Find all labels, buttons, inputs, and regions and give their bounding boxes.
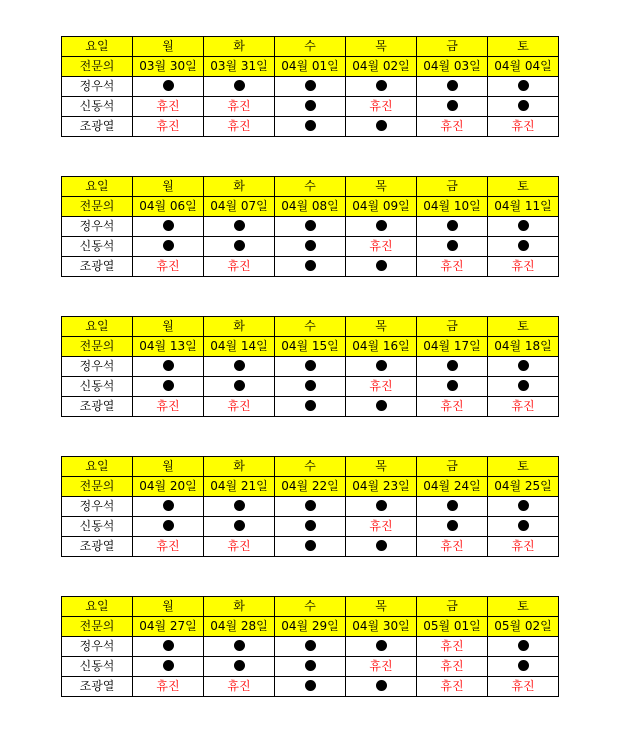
clinic-open-cell xyxy=(275,657,346,677)
date-cell: 04월 24일 xyxy=(417,477,488,497)
date-cell: 04월 14일 xyxy=(204,337,275,357)
weekday-cell: 목 xyxy=(346,317,417,337)
black-circle-icon xyxy=(376,220,387,231)
clinic-open-cell xyxy=(204,517,275,537)
black-circle-icon xyxy=(518,500,529,511)
doctor-name: 조광열 xyxy=(62,397,133,417)
date-cell: 04월 10일 xyxy=(417,197,488,217)
doctor-row xyxy=(62,397,559,417)
doctor-row xyxy=(62,217,559,237)
black-circle-icon xyxy=(305,240,316,251)
doctor-name: 정우석 xyxy=(62,637,133,657)
closed-cell: 휴진 xyxy=(417,397,488,417)
black-circle-icon xyxy=(376,640,387,651)
closed-cell: 휴진 xyxy=(133,257,204,277)
date-cell: 03월 30일 xyxy=(133,57,204,77)
date-cell: 04월 28일 xyxy=(204,617,275,637)
clinic-open-cell xyxy=(417,237,488,257)
date-cell: 04월 02일 xyxy=(346,57,417,77)
date-cell: 04월 21일 xyxy=(204,477,275,497)
black-circle-icon xyxy=(234,660,245,671)
black-circle-icon xyxy=(163,500,174,511)
closed-cell: 휴진 xyxy=(133,677,204,697)
black-circle-icon xyxy=(305,400,316,411)
closed-cell: 휴진 xyxy=(204,257,275,277)
weekday-row xyxy=(62,177,559,197)
weekday-cell: 목 xyxy=(346,457,417,477)
date-cell: 04월 11일 xyxy=(488,197,559,217)
clinic-open-cell xyxy=(133,357,204,377)
date-cell: 04월 07일 xyxy=(204,197,275,217)
closed-cell: 휴진 xyxy=(204,537,275,557)
closed-cell: 휴진 xyxy=(133,97,204,117)
clinic-open-cell xyxy=(346,537,417,557)
clinic-open-cell xyxy=(417,517,488,537)
weekday-cell: 토 xyxy=(488,177,559,197)
date-cell: 04월 13일 xyxy=(133,337,204,357)
doctor-row xyxy=(62,537,559,557)
clinic-open-cell xyxy=(417,97,488,117)
clinic-open-cell xyxy=(275,637,346,657)
weekday-cell: 수 xyxy=(275,457,346,477)
date-cell: 04월 06일 xyxy=(133,197,204,217)
date-cell: 05월 02일 xyxy=(488,617,559,637)
weekday-cell: 토 xyxy=(488,597,559,617)
week-schedule-table xyxy=(61,596,559,697)
black-circle-icon xyxy=(305,360,316,371)
clinic-open-cell xyxy=(346,357,417,377)
closed-cell: 휴진 xyxy=(417,637,488,657)
weekday-cell: 금 xyxy=(417,177,488,197)
black-circle-icon xyxy=(163,220,174,231)
black-circle-icon xyxy=(305,260,316,271)
doctor-name: 신동석 xyxy=(62,517,133,537)
black-circle-icon xyxy=(376,80,387,91)
clinic-open-cell xyxy=(275,357,346,377)
doctor-header-label: 전문의 xyxy=(62,197,133,217)
date-cell: 04월 04일 xyxy=(488,57,559,77)
clinic-open-cell xyxy=(204,237,275,257)
weekday-row xyxy=(62,597,559,617)
weekday-header-label: 요일 xyxy=(62,317,133,337)
weekday-cell: 금 xyxy=(417,317,488,337)
weekday-cell: 월 xyxy=(133,37,204,57)
date-cell: 04월 30일 xyxy=(346,617,417,637)
weekday-cell: 수 xyxy=(275,597,346,617)
clinic-open-cell xyxy=(488,377,559,397)
clinic-open-cell xyxy=(488,657,559,677)
doctor-name: 정우석 xyxy=(62,217,133,237)
date-cell: 04월 29일 xyxy=(275,617,346,637)
date-cell: 04월 03일 xyxy=(417,57,488,77)
weekday-cell: 수 xyxy=(275,37,346,57)
black-circle-icon xyxy=(305,660,316,671)
clinic-open-cell xyxy=(488,357,559,377)
date-cell: 04월 08일 xyxy=(275,197,346,217)
weekday-row xyxy=(62,317,559,337)
closed-cell: 휴진 xyxy=(488,677,559,697)
clinic-open-cell xyxy=(488,217,559,237)
week-schedule-table xyxy=(61,36,559,137)
black-circle-icon xyxy=(447,240,458,251)
black-circle-icon xyxy=(518,240,529,251)
black-circle-icon xyxy=(305,520,316,531)
weekday-cell: 목 xyxy=(346,597,417,617)
clinic-open-cell xyxy=(275,517,346,537)
weekday-cell: 화 xyxy=(204,37,275,57)
clinic-open-cell xyxy=(133,657,204,677)
weekday-cell: 금 xyxy=(417,37,488,57)
doctor-header-label: 전문의 xyxy=(62,57,133,77)
black-circle-icon xyxy=(376,360,387,371)
black-circle-icon xyxy=(234,520,245,531)
date-row xyxy=(62,337,559,357)
black-circle-icon xyxy=(234,220,245,231)
black-circle-icon xyxy=(234,240,245,251)
weekday-header-label: 요일 xyxy=(62,457,133,477)
date-cell: 04월 18일 xyxy=(488,337,559,357)
weekday-header-label: 요일 xyxy=(62,597,133,617)
clinic-open-cell xyxy=(275,537,346,557)
doctor-header-label: 전문의 xyxy=(62,617,133,637)
closed-cell: 휴진 xyxy=(133,397,204,417)
clinic-open-cell xyxy=(488,637,559,657)
black-circle-icon xyxy=(234,640,245,651)
clinic-open-cell xyxy=(275,77,346,97)
doctor-name: 조광열 xyxy=(62,117,133,137)
clinic-open-cell xyxy=(346,217,417,237)
black-circle-icon xyxy=(447,100,458,111)
weekday-cell: 목 xyxy=(346,37,417,57)
weekday-cell: 화 xyxy=(204,457,275,477)
black-circle-icon xyxy=(518,80,529,91)
black-circle-icon xyxy=(163,240,174,251)
black-circle-icon xyxy=(376,500,387,511)
black-circle-icon xyxy=(376,400,387,411)
black-circle-icon xyxy=(447,220,458,231)
date-cell: 04월 23일 xyxy=(346,477,417,497)
black-circle-icon xyxy=(376,680,387,691)
doctor-row xyxy=(62,77,559,97)
black-circle-icon xyxy=(518,220,529,231)
clinic-open-cell xyxy=(488,497,559,517)
weekday-header-label: 요일 xyxy=(62,177,133,197)
weekday-cell: 월 xyxy=(133,457,204,477)
clinic-open-cell xyxy=(204,217,275,237)
clinic-open-cell xyxy=(346,77,417,97)
black-circle-icon xyxy=(447,80,458,91)
weekday-row xyxy=(62,457,559,477)
black-circle-icon xyxy=(305,100,316,111)
closed-cell: 휴진 xyxy=(133,117,204,137)
clinic-open-cell xyxy=(488,97,559,117)
doctor-name: 신동석 xyxy=(62,237,133,257)
doctor-row xyxy=(62,357,559,377)
closed-cell: 휴진 xyxy=(417,537,488,557)
black-circle-icon xyxy=(518,640,529,651)
doctor-name: 조광열 xyxy=(62,257,133,277)
black-circle-icon xyxy=(305,500,316,511)
clinic-open-cell xyxy=(275,377,346,397)
black-circle-icon xyxy=(234,500,245,511)
black-circle-icon xyxy=(305,220,316,231)
black-circle-icon xyxy=(518,520,529,531)
date-cell: 04월 20일 xyxy=(133,477,204,497)
weekday-cell: 토 xyxy=(488,37,559,57)
clinic-open-cell xyxy=(133,217,204,237)
clinic-open-cell xyxy=(275,217,346,237)
closed-cell: 휴진 xyxy=(346,237,417,257)
black-circle-icon xyxy=(234,80,245,91)
clinic-open-cell xyxy=(275,237,346,257)
closed-cell: 휴진 xyxy=(346,657,417,677)
weekday-cell: 화 xyxy=(204,317,275,337)
black-circle-icon xyxy=(518,660,529,671)
date-row xyxy=(62,617,559,637)
doctor-row xyxy=(62,637,559,657)
weekday-cell: 수 xyxy=(275,177,346,197)
doctor-row xyxy=(62,257,559,277)
closed-cell: 휴진 xyxy=(346,377,417,397)
black-circle-icon xyxy=(376,540,387,551)
clinic-open-cell xyxy=(488,77,559,97)
clinic-open-cell xyxy=(488,517,559,537)
doctor-row xyxy=(62,657,559,677)
closed-cell: 휴진 xyxy=(417,657,488,677)
closed-cell: 휴진 xyxy=(346,517,417,537)
clinic-open-cell xyxy=(275,397,346,417)
clinic-open-cell xyxy=(417,77,488,97)
clinic-open-cell xyxy=(204,77,275,97)
clinic-open-cell xyxy=(133,77,204,97)
clinic-open-cell xyxy=(204,657,275,677)
clinic-open-cell xyxy=(346,257,417,277)
clinic-open-cell xyxy=(346,677,417,697)
doctor-name: 정우석 xyxy=(62,357,133,377)
doctor-row xyxy=(62,677,559,697)
clinic-open-cell xyxy=(275,257,346,277)
clinic-open-cell xyxy=(204,357,275,377)
clinic-open-cell xyxy=(204,377,275,397)
closed-cell: 휴진 xyxy=(346,97,417,117)
closed-cell: 휴진 xyxy=(488,117,559,137)
clinic-open-cell xyxy=(133,237,204,257)
clinic-open-cell xyxy=(417,377,488,397)
clinic-open-cell xyxy=(133,377,204,397)
date-cell: 04월 01일 xyxy=(275,57,346,77)
weekday-cell: 목 xyxy=(346,177,417,197)
doctor-row xyxy=(62,497,559,517)
doctor-header-label: 전문의 xyxy=(62,477,133,497)
closed-cell: 휴진 xyxy=(488,397,559,417)
black-circle-icon xyxy=(305,680,316,691)
black-circle-icon xyxy=(234,360,245,371)
black-circle-icon xyxy=(447,380,458,391)
black-circle-icon xyxy=(305,80,316,91)
clinic-open-cell xyxy=(275,117,346,137)
closed-cell: 휴진 xyxy=(204,97,275,117)
date-cell: 04월 15일 xyxy=(275,337,346,357)
black-circle-icon xyxy=(305,640,316,651)
weekday-cell: 월 xyxy=(133,317,204,337)
doctor-name: 신동석 xyxy=(62,377,133,397)
date-cell: 04월 27일 xyxy=(133,617,204,637)
black-circle-icon xyxy=(376,260,387,271)
week-schedule-table xyxy=(61,456,559,557)
doctor-name: 조광열 xyxy=(62,537,133,557)
weekday-cell: 수 xyxy=(275,317,346,337)
date-row xyxy=(62,57,559,77)
doctor-row xyxy=(62,117,559,137)
date-cell: 04월 17일 xyxy=(417,337,488,357)
clinic-open-cell xyxy=(275,677,346,697)
closed-cell: 휴진 xyxy=(204,677,275,697)
date-cell: 04월 16일 xyxy=(346,337,417,357)
black-circle-icon xyxy=(163,640,174,651)
holiday-date-cell: 05월 01일 xyxy=(417,617,488,637)
doctor-row xyxy=(62,237,559,257)
doctor-name: 조광열 xyxy=(62,677,133,697)
date-cell: 04월 25일 xyxy=(488,477,559,497)
closed-cell: 휴진 xyxy=(417,257,488,277)
doctor-header-label: 전문의 xyxy=(62,337,133,357)
weekday-cell: 금 xyxy=(417,457,488,477)
clinic-open-cell xyxy=(417,357,488,377)
clinic-open-cell xyxy=(133,637,204,657)
weekday-cell: 화 xyxy=(204,597,275,617)
weekday-cell: 월 xyxy=(133,177,204,197)
clinic-open-cell xyxy=(417,497,488,517)
black-circle-icon xyxy=(234,380,245,391)
weekday-cell: 토 xyxy=(488,457,559,477)
black-circle-icon xyxy=(376,120,387,131)
black-circle-icon xyxy=(518,380,529,391)
week-schedule-table xyxy=(61,176,559,277)
clinic-open-cell xyxy=(488,237,559,257)
doctor-name: 정우석 xyxy=(62,77,133,97)
week-schedule-table xyxy=(61,316,559,417)
doctor-row xyxy=(62,97,559,117)
black-circle-icon xyxy=(305,380,316,391)
closed-cell: 휴진 xyxy=(133,537,204,557)
weekday-cell: 토 xyxy=(488,317,559,337)
black-circle-icon xyxy=(447,520,458,531)
clinic-open-cell xyxy=(133,497,204,517)
black-circle-icon xyxy=(163,360,174,371)
date-cell: 04월 22일 xyxy=(275,477,346,497)
clinic-open-cell xyxy=(275,497,346,517)
weekday-row xyxy=(62,37,559,57)
black-circle-icon xyxy=(305,120,316,131)
doctor-row xyxy=(62,517,559,537)
clinic-open-cell xyxy=(346,117,417,137)
clinic-open-cell xyxy=(275,97,346,117)
black-circle-icon xyxy=(163,380,174,391)
doctor-name: 정우석 xyxy=(62,497,133,517)
clinic-open-cell xyxy=(346,397,417,417)
closed-cell: 휴진 xyxy=(204,397,275,417)
clinic-open-cell xyxy=(133,517,204,537)
black-circle-icon xyxy=(305,540,316,551)
weekday-cell: 화 xyxy=(204,177,275,197)
closed-cell: 휴진 xyxy=(204,117,275,137)
closed-cell: 휴진 xyxy=(417,117,488,137)
doctor-name: 신동석 xyxy=(62,97,133,117)
date-row xyxy=(62,197,559,217)
black-circle-icon xyxy=(163,520,174,531)
weekday-header-label: 요일 xyxy=(62,37,133,57)
black-circle-icon xyxy=(447,500,458,511)
closed-cell: 휴진 xyxy=(488,257,559,277)
black-circle-icon xyxy=(518,100,529,111)
clinic-open-cell xyxy=(346,497,417,517)
date-row xyxy=(62,477,559,497)
clinic-open-cell xyxy=(346,637,417,657)
date-cell: 03월 31일 xyxy=(204,57,275,77)
weekday-cell: 월 xyxy=(133,597,204,617)
date-cell: 04월 09일 xyxy=(346,197,417,217)
closed-cell: 휴진 xyxy=(488,537,559,557)
clinic-open-cell xyxy=(417,217,488,237)
black-circle-icon xyxy=(163,660,174,671)
doctor-name: 신동석 xyxy=(62,657,133,677)
clinic-open-cell xyxy=(204,497,275,517)
clinic-open-cell xyxy=(204,637,275,657)
weekday-cell: 금 xyxy=(417,597,488,617)
black-circle-icon xyxy=(163,80,174,91)
closed-cell: 휴진 xyxy=(417,677,488,697)
doctor-row xyxy=(62,377,559,397)
black-circle-icon xyxy=(518,360,529,371)
black-circle-icon xyxy=(447,360,458,371)
